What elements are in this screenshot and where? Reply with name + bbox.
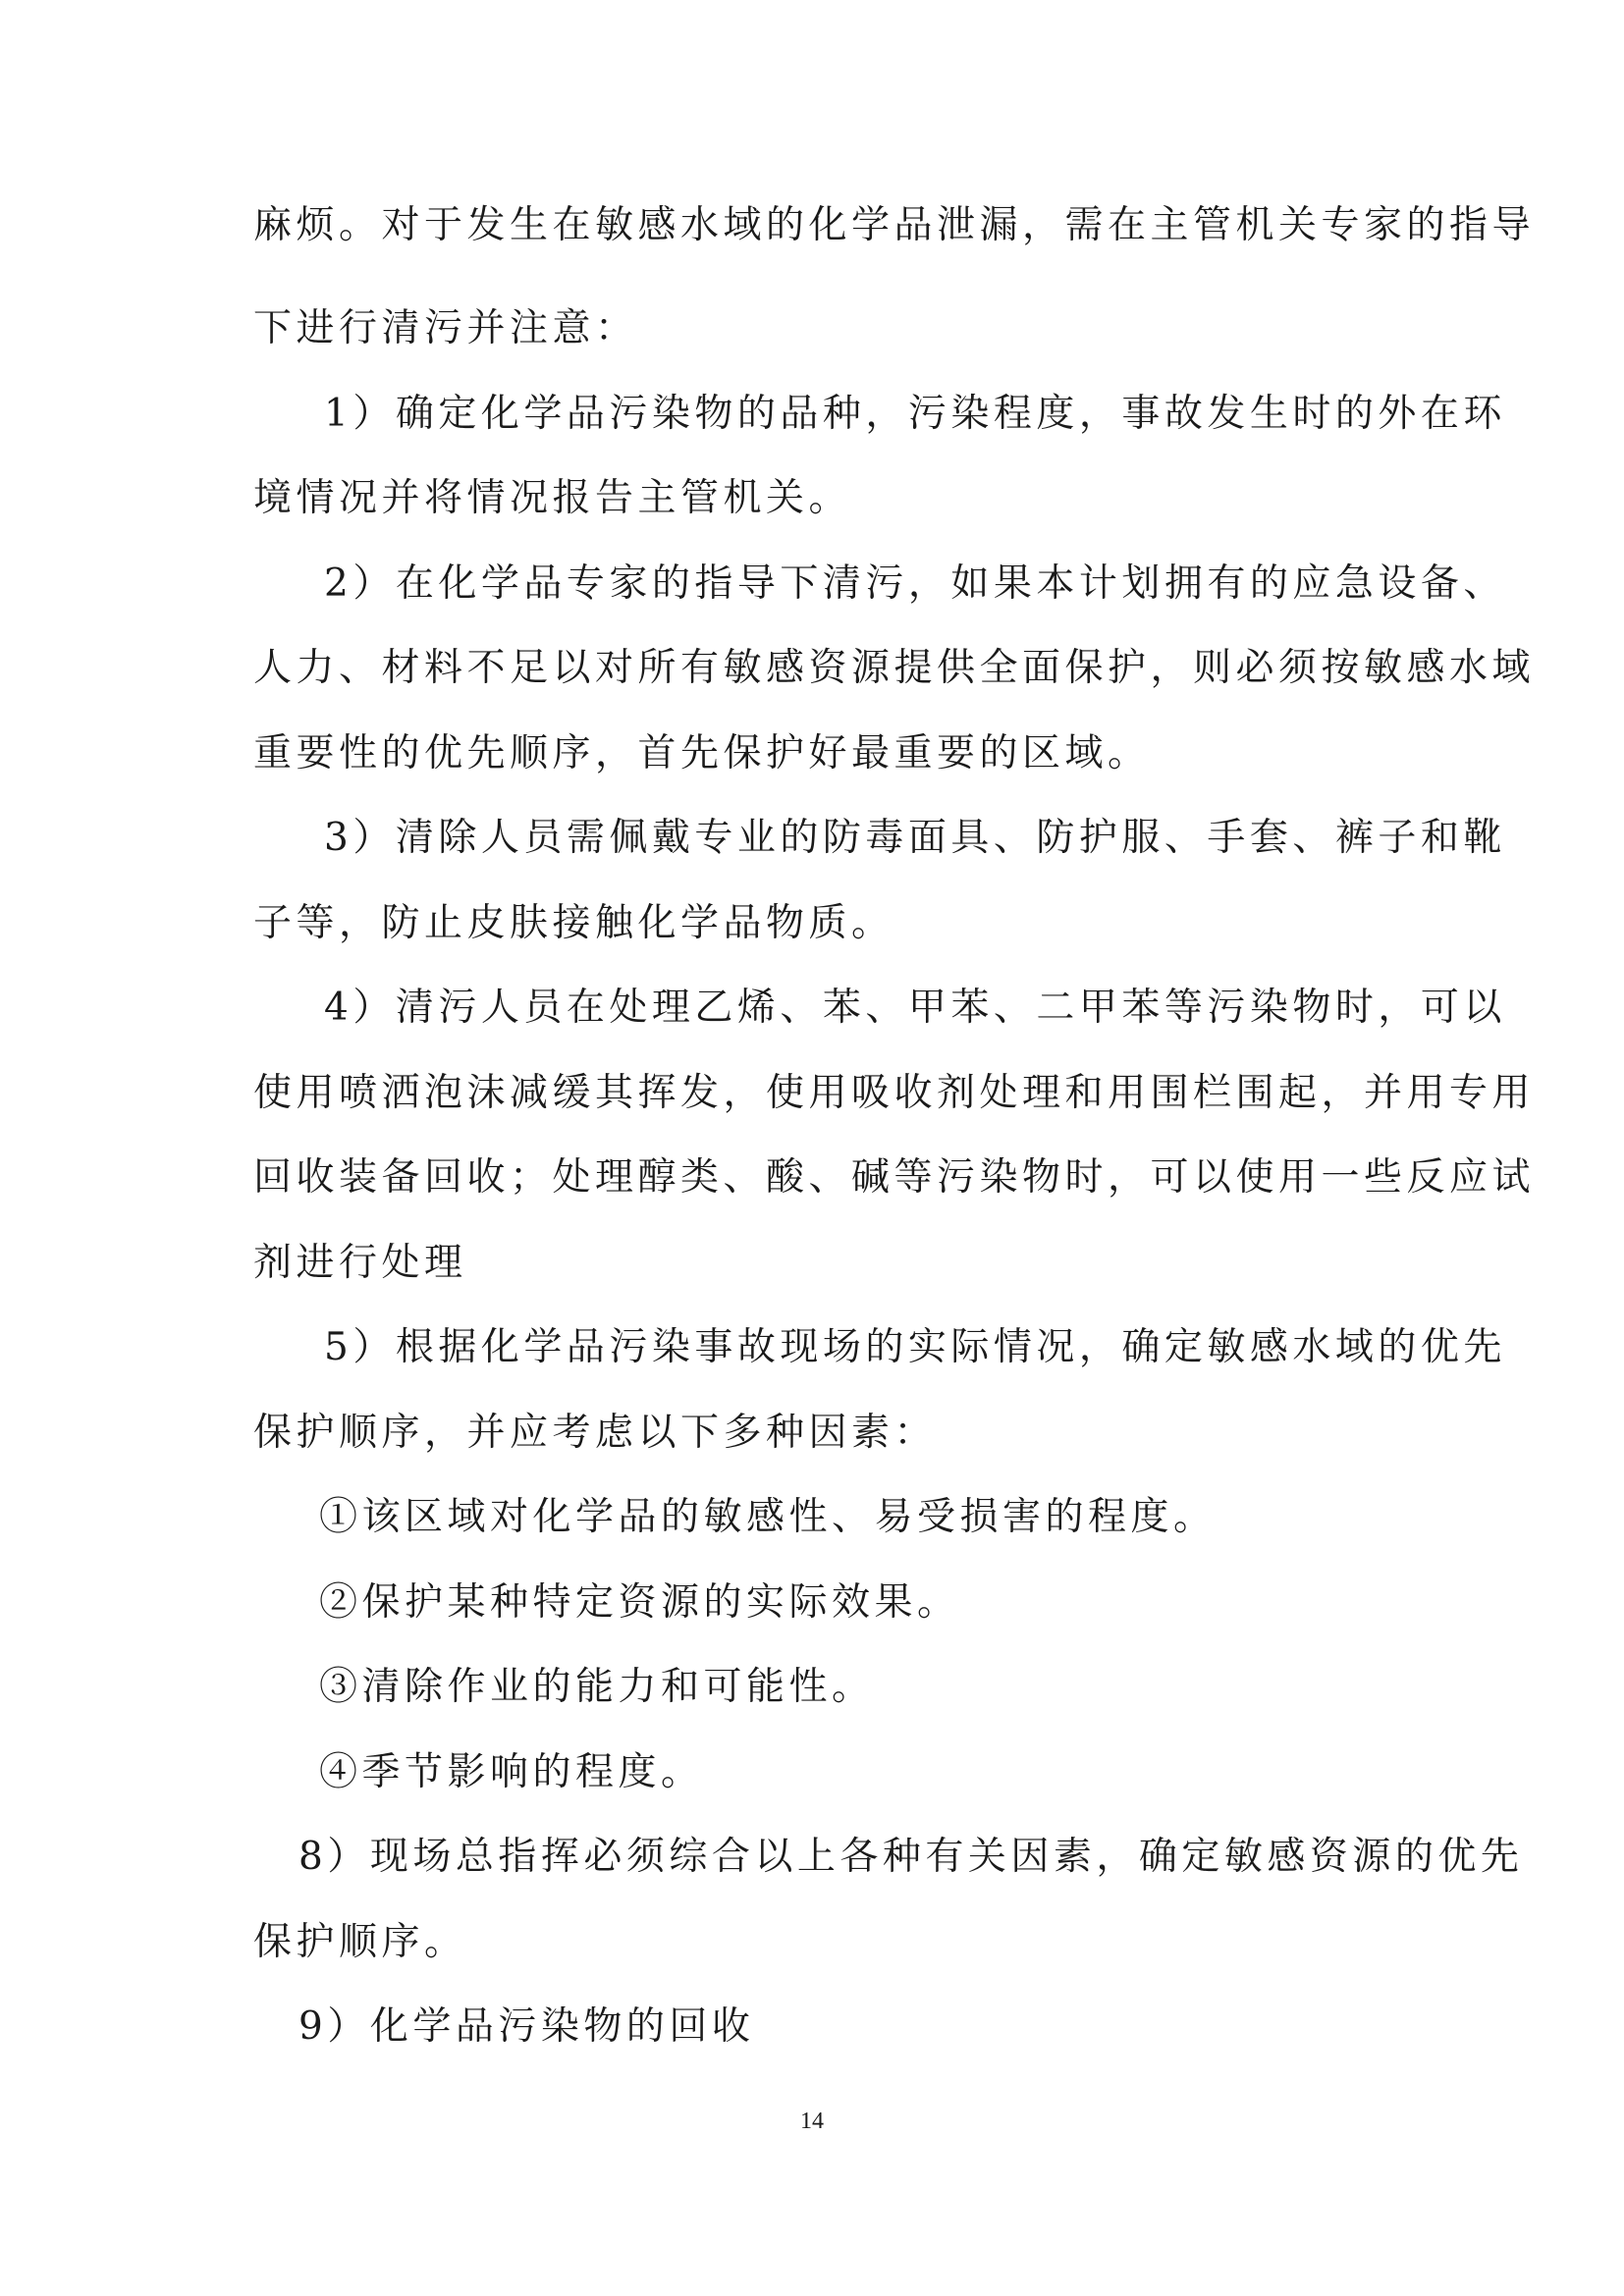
text-line: 3）清除人员需佩戴专业的防毒面具、防护服、手套、裤子和靴 xyxy=(324,816,1506,860)
text-line: 4）清污人员在处理乙烯、苯、甲苯、二甲苯等污染物时，可以 xyxy=(324,986,1506,1030)
text-line: ②保护某种特定资源的实际效果。 xyxy=(319,1580,960,1625)
text-line: 麻烦。对于发生在敏感水域的化学品泄漏，需在主管机关专家的指导 xyxy=(253,203,1536,247)
text-line: ③清除作业的能力和可能性。 xyxy=(319,1665,875,1709)
text-line: ①该区域对化学品的敏感性、易受损害的程度。 xyxy=(319,1495,1217,1539)
text-line: 剂进行处理 xyxy=(253,1241,467,1285)
text-line: ④季节影响的程度。 xyxy=(319,1750,704,1794)
text-line: 1）确定化学品污染物的品种，污染程度，事故发生时的外在环 xyxy=(324,392,1506,436)
text-line: 2）在化学品专家的指导下清污，如果本计划拥有的应急设备、 xyxy=(324,561,1506,606)
text-line: 子等，防止皮肤接触化学品物质。 xyxy=(253,901,894,945)
text-line: 境情况并将情况报告主管机关。 xyxy=(253,476,852,520)
text-line: 9）化学品污染物的回收 xyxy=(298,2004,755,2049)
page-number: 14 xyxy=(800,2109,824,2134)
text-line: 保护顺序，并应考虑以下多种因素： xyxy=(253,1411,938,1455)
text-line: 下进行清污并注意： xyxy=(253,306,638,350)
text-line: 使用喷洒泡沫减缓其挥发，使用吸收剂处理和用围栏围起，并用专用 xyxy=(253,1071,1536,1115)
text-line: 5）根据化学品污染事故现场的实际情况，确定敏感水域的优先 xyxy=(324,1325,1506,1369)
text-line: 重要性的优先顺序，首先保护好最重要的区域。 xyxy=(253,731,1151,775)
text-line: 8）现场总指挥必须综合以上各种有关因素，确定敏感资源的优先 xyxy=(298,1835,1524,1879)
text-line: 保护顺序。 xyxy=(253,1920,467,1964)
text-line: 回收装备回收；处理醇类、酸、碱等污染物时，可以使用一些反应试 xyxy=(253,1155,1536,1200)
text-line: 人力、材料不足以对所有敏感资源提供全面保护，则必须按敏感水域 xyxy=(253,646,1536,690)
